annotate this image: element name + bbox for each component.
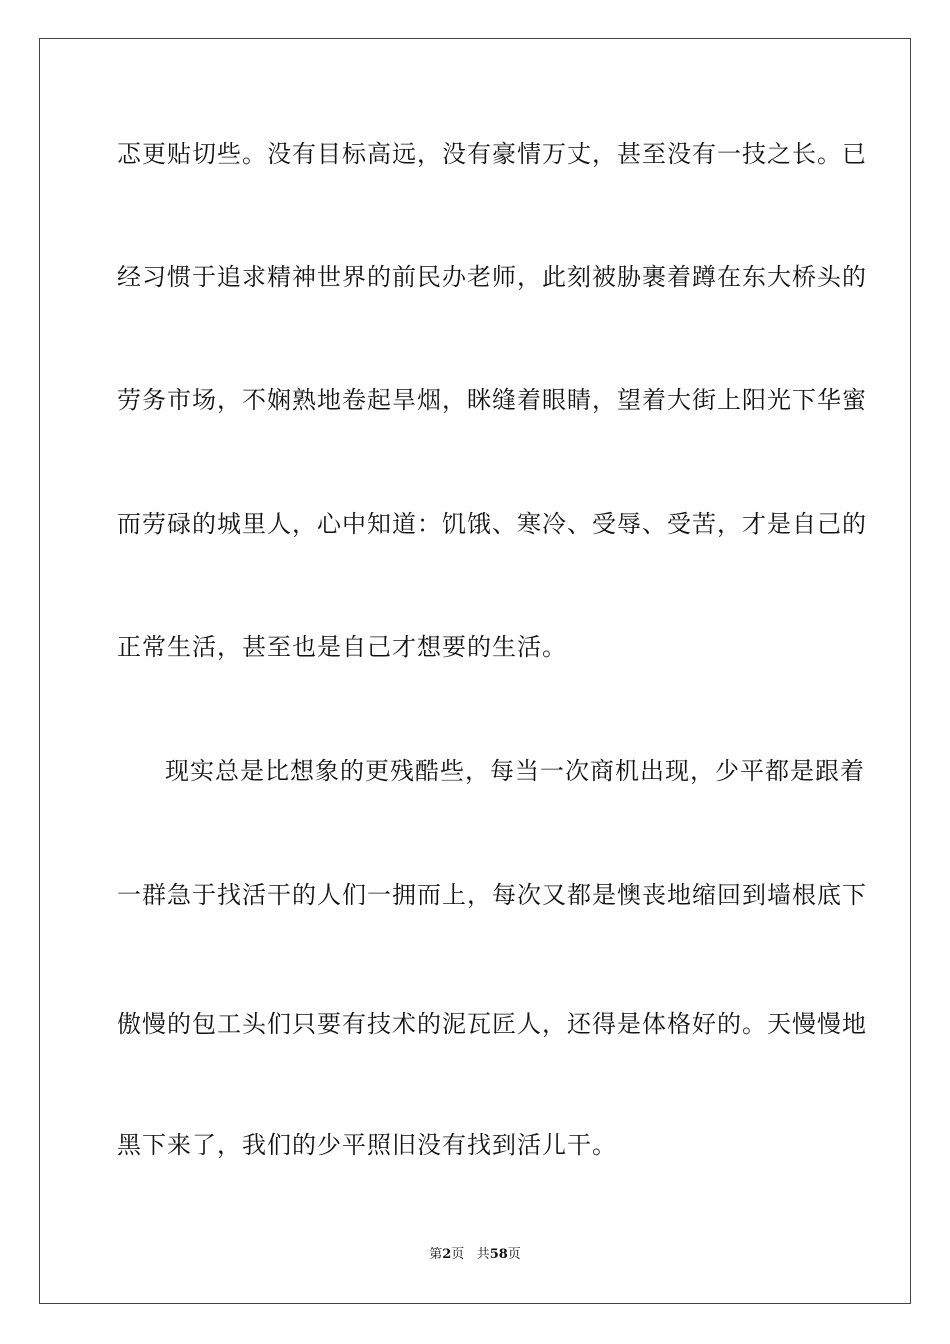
body-text-line: 经习惯于追求精神世界的前民办老师，此刻被胁裹着蹲在东大桥头的 (117, 263, 867, 291)
page-prefix: 第 (429, 1247, 443, 1262)
body-text-line: 而劳碌的城里人，心中知道：饥饿、寒冷、受辱、受苦，才是自己的 (117, 510, 867, 538)
body-text-line: 正常生活，甚至也是自己才想要的生活。 (117, 633, 567, 661)
body-text-line: 黑下来了，我们的少平照旧没有找到活儿干。 (117, 1131, 617, 1159)
page-footer (0, 1246, 950, 1264)
body-text-line: 一群急于找活干的人们一拥而上，每次又都是懊丧地缩回到墙根底下 (117, 881, 867, 909)
body-text-line: 傲慢的包工头们只要有技术的泥瓦匠人，还得是体格好的。天慢慢地 (117, 1010, 867, 1038)
total-prefix: 共 (476, 1247, 490, 1262)
paragraph-first-line: 现实总是比想象的更残酷些，每当一次商机出现，少平都是跟着 (165, 757, 865, 785)
page-border (39, 38, 911, 1304)
body-text-line: 劳务市场，不娴熟地卷起旱烟，眯缝着眼睛，望着大街上阳光下华蜜 (117, 386, 867, 414)
page-suffix: 页 (451, 1247, 465, 1262)
page-number: 2 (442, 1247, 452, 1262)
total-pages: 58 (489, 1247, 508, 1262)
body-text-line: 忑更贴切些。没有目标高远，没有豪情万丈，甚至没有一技之长。已 (117, 140, 867, 168)
total-suffix: 页 (507, 1247, 521, 1262)
